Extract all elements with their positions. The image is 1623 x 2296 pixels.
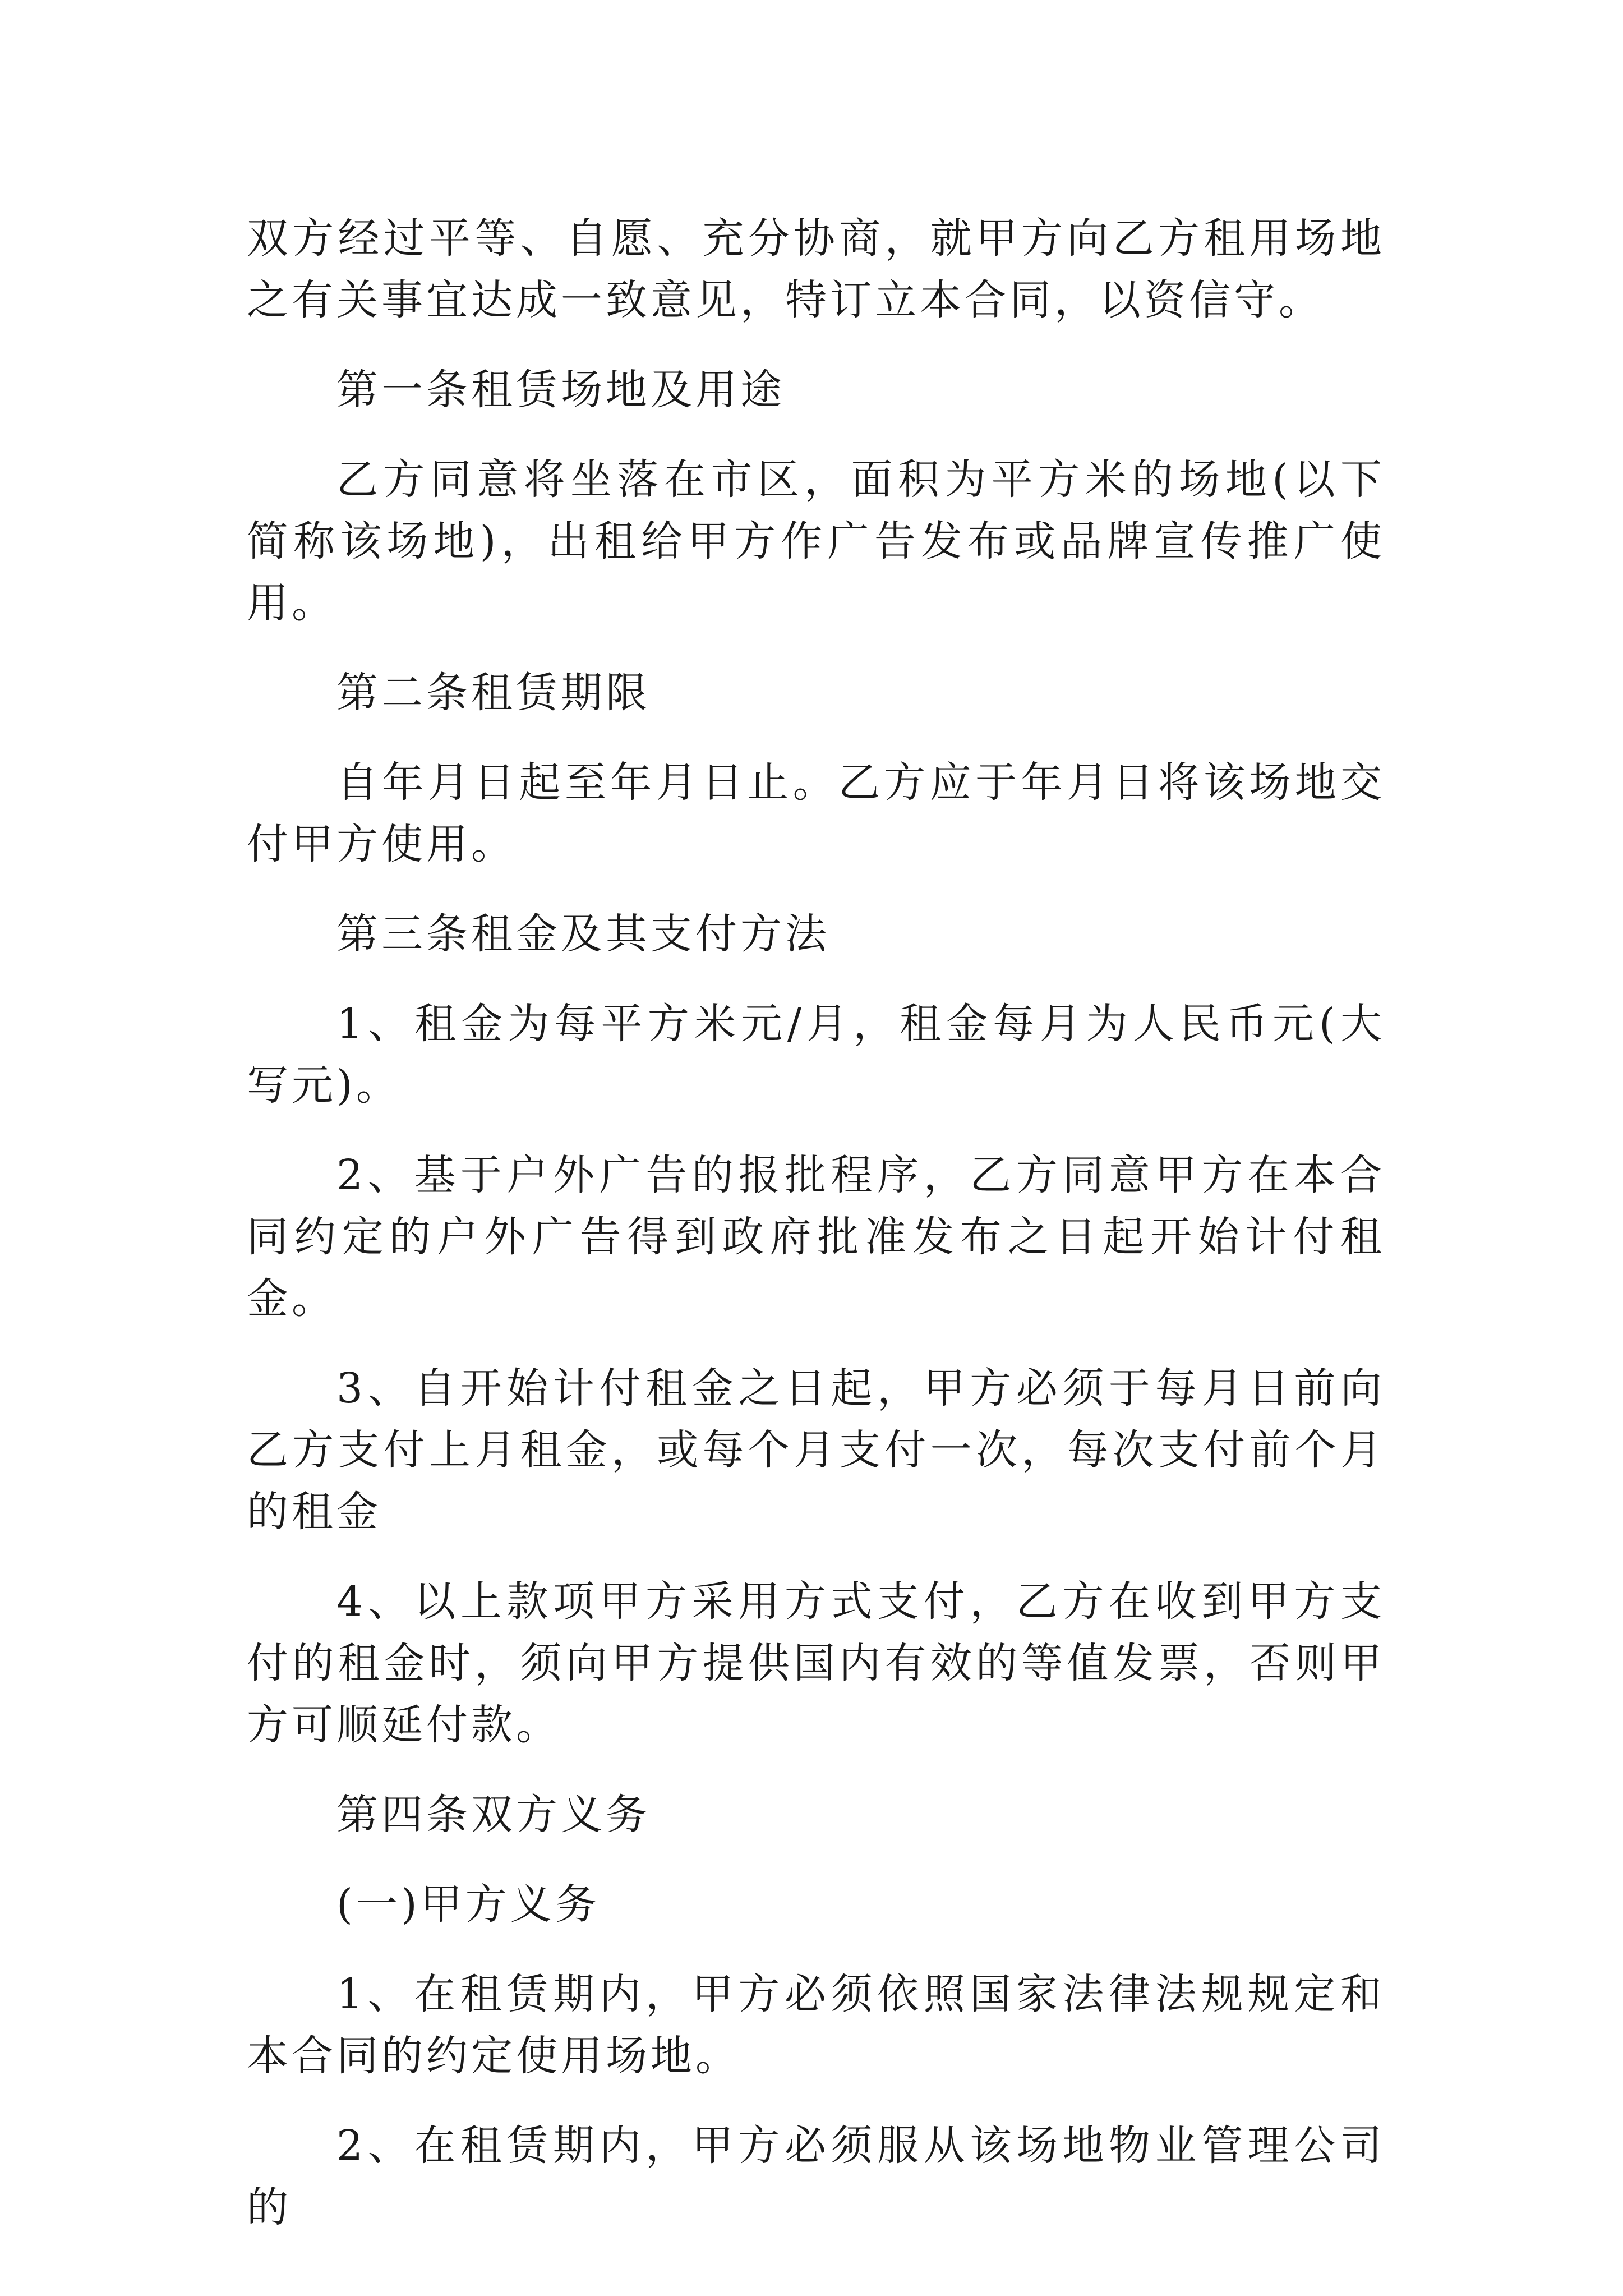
article-2-heading: 第二条租赁期限 (336, 669, 651, 717)
article-1-paragraph: 乙方同意将坐落在市区，面积为平方米的场地(以下简称该场地)，出租给甲方作广告发布或品牌宣传推广使用。 (247, 455, 1385, 627)
intro-paragraph: 双方经过平等、自愿、充分协商，就甲方向乙方租用场地之有关事宜达成一致意见，特订立本合同，以资信守。 (247, 214, 1385, 324)
article-4-subheading-party-a: (一)甲方义务 (336, 1880, 600, 1929)
article-3-clause-4: 4、以上款项甲方采用方式支付，乙方在收到甲方支付的租金时，须向甲方提供国内有效的等值发票，否则甲方可顺延付款。 (247, 1577, 1385, 1749)
article-3-clause-2: 2、基于户外广告的报批程序，乙方同意甲方在本合同约定的户外广告得到政府批准发布之日起开始计付租金。 (247, 1151, 1385, 1323)
article-4-heading: 第四条双方义务 (336, 1791, 651, 1839)
article-3-clause-3: 3、自开始计付租金之日起，甲方必须于每月日前向乙方支付上月租金，或每个月支付一次，每次支付前个月的租金 (247, 1364, 1385, 1536)
contract-body (247, 208, 1385, 2266)
article-2-paragraph: 自年月日起至年月日止。乙方应于年月日将该场地交付甲方使用。 (247, 758, 1385, 868)
article-3-heading: 第三条租金及其支付方法 (336, 910, 830, 958)
article-4-clause-1: 1、在租赁期内，甲方必须依照国家法律法规规定和本合同的约定使用场地。 (247, 1970, 1385, 2080)
article-1-heading: 第一条租赁场地及用途 (336, 366, 785, 414)
article-3-clause-1: 1、租金为每平方米元/月，租金每月为人民币元(大写元)。 (247, 1000, 1385, 1110)
article-4-clause-2: 2、在租赁期内，甲方必须服从该场地物业管理公司的 (247, 2122, 1385, 2231)
